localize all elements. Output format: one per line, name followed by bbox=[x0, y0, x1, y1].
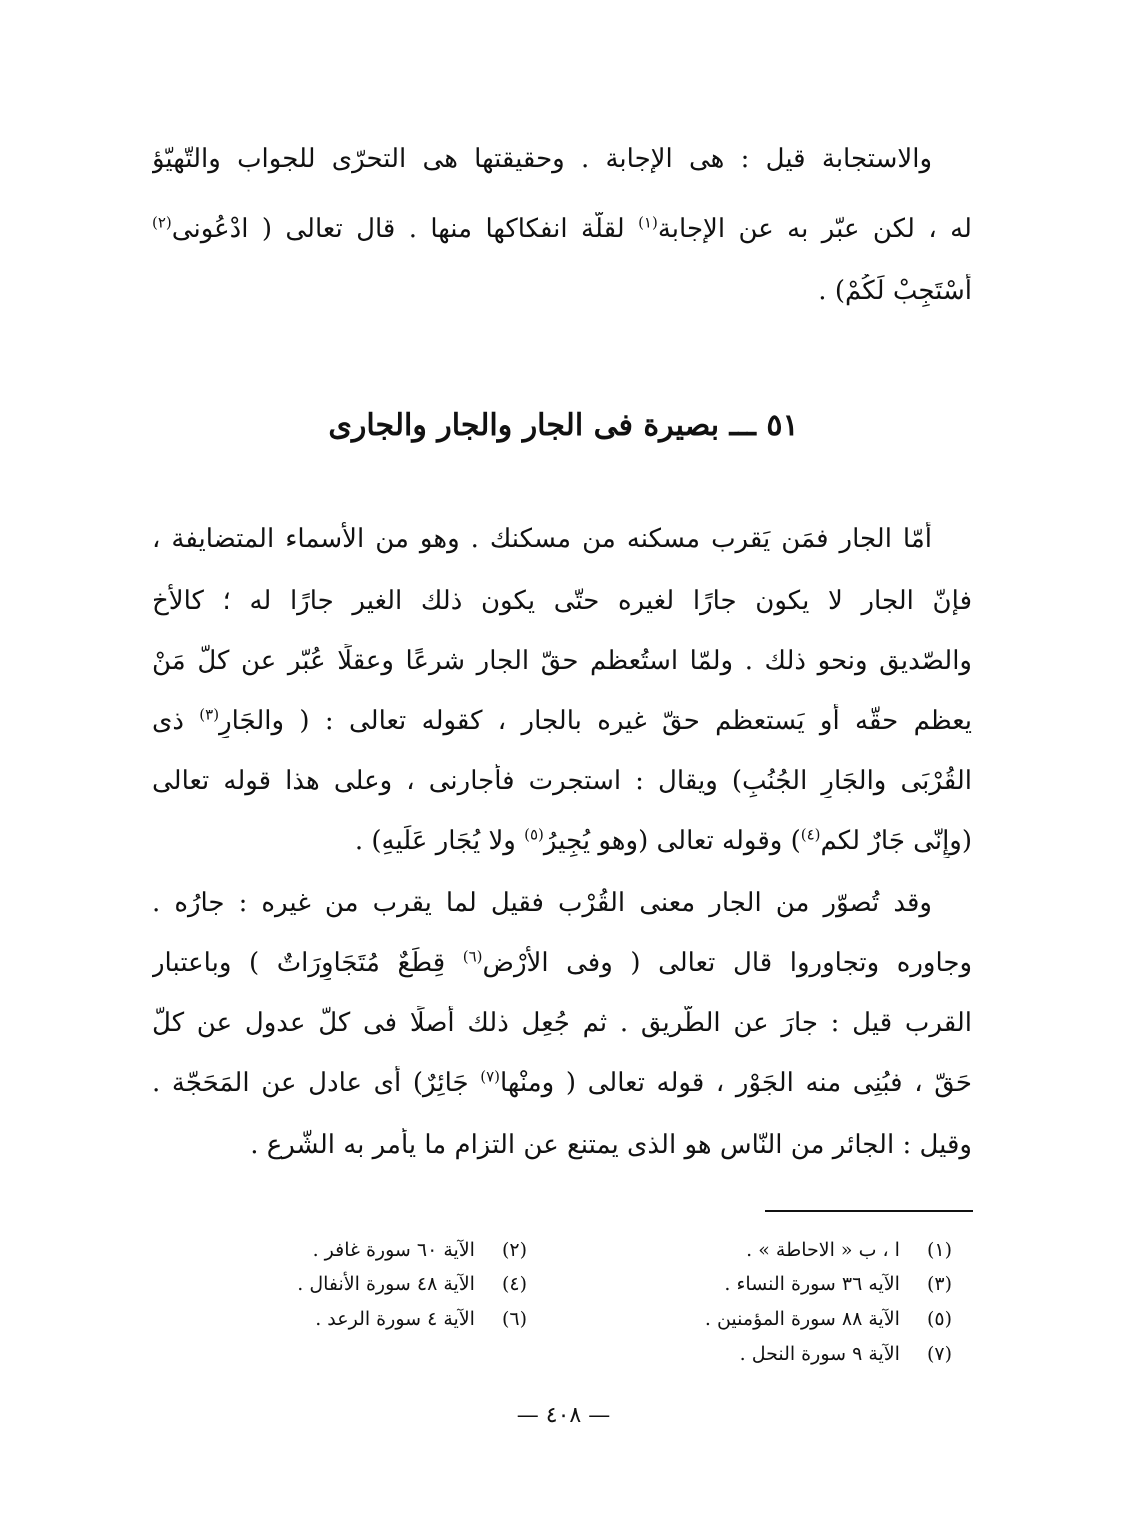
footnote-4-number: (٤) bbox=[501, 1273, 527, 1295]
paragraph-1-line-4-text-b: ذى bbox=[152, 706, 200, 736]
footnote-6-text: الآية ٤ سورة الرعد . bbox=[315, 1308, 475, 1330]
footnote-ref-4: (٤) bbox=[800, 825, 821, 844]
footnote-separator bbox=[765, 1210, 973, 1212]
paragraph-2-line-3 bbox=[152, 1006, 972, 1040]
footnote-7-text: الآية ٩ سورة النحل . bbox=[739, 1343, 900, 1365]
footnote-5-text: الآية ٨٨ سورة المؤمنين . bbox=[704, 1308, 900, 1330]
section-heading: ٥١ ـــ بصيرة فى الجار والجار والجارى bbox=[328, 408, 799, 443]
paragraph-1-line-6 bbox=[152, 824, 972, 858]
intro-line-2 bbox=[152, 212, 972, 246]
footnote-1 bbox=[632, 1238, 952, 1262]
footnote-3-text: الآيه ٣٦ سورة النساء . bbox=[724, 1273, 900, 1295]
paragraph-1-line-1-text: أمّا الجار فمَن يَقرب مسكنه من مسكنك . وهو من الأَسماء المتضايفة ، bbox=[152, 524, 932, 554]
footnote-5-number: (٥) bbox=[926, 1308, 952, 1330]
footnote-ref-6: (٦) bbox=[462, 947, 483, 966]
intro-line-1 bbox=[152, 142, 972, 176]
footnote-ref-3: (٣) bbox=[199, 705, 220, 724]
footnote-2-number: (٢) bbox=[501, 1239, 527, 1261]
footnote-1-text: ا ، ب « الاحاطة » . bbox=[746, 1239, 900, 1261]
paragraph-2-line-3-text: القرب قيل : جارَ عن الطّريق . ثم جُعِل ذلك أَصلًا فى كلّ عدول عن كلّ bbox=[152, 1008, 972, 1038]
footnote-7 bbox=[632, 1342, 952, 1366]
footnote-ref-5: (٥) bbox=[524, 825, 544, 844]
footnote-ref-1: (١) bbox=[638, 213, 658, 232]
page-number: — ٤٠٨ — bbox=[516, 1403, 611, 1428]
intro-line-2-text-a: له ، لكن عبّر به عن الإجابة bbox=[657, 214, 972, 244]
intro-line-3 bbox=[152, 274, 972, 308]
footnote-3-number: (٣) bbox=[926, 1273, 952, 1295]
paragraph-1-line-4 bbox=[152, 704, 972, 738]
paragraph-1-line-5 bbox=[152, 764, 972, 798]
footnote-4 bbox=[227, 1272, 527, 1296]
paragraph-2-line-4-text-b: جَائِرٌ) أَى عادل عن المَحَجّة . bbox=[152, 1068, 481, 1098]
footnote-ref-7: (٧) bbox=[480, 1067, 500, 1086]
paragraph-1-line-2-text: فإنّ الجار لا يكون جارًا لغيره حتّى يكون ذلك الغير جارًا له ؛ كالأَخ bbox=[152, 586, 972, 616]
footnote-3 bbox=[632, 1272, 952, 1296]
paragraph-2-line-5 bbox=[152, 1128, 972, 1162]
footnote-2-text: الآية ٦٠ سورة غافر . bbox=[312, 1239, 475, 1261]
paragraph-1-line-3-text: والصّديق ونحو ذلك . ولمّا استُعظم حقّ الجار شرعًا وعقلًا عُبّر عن كلّ مَنْ bbox=[152, 646, 972, 676]
footnote-6-number: (٦) bbox=[501, 1308, 527, 1330]
paragraph-2-line-2-text-b: قِطَعٌ مُتَجَاوِرَاتٌ ) وباعتبار bbox=[152, 948, 463, 978]
footnote-5 bbox=[632, 1307, 952, 1331]
paragraph-1-line-4-text-a: يعظم حقّه أو يَستعظم حقّ غيره بالجار ، كقوله تعالى : ( والجَارِ bbox=[219, 706, 972, 736]
paragraph-2-line-4-text-a: حَقّ ، فبُنِى منه الجَوْر ، قوله تعالى ( ومنْها bbox=[500, 1068, 972, 1098]
footnote-1-number: (١) bbox=[926, 1239, 952, 1261]
intro-line-1-text: والاستجابة قيل : هى الإجابة . وحقيقتها هى التحرّى للجواب والتّهيّؤ bbox=[152, 144, 932, 174]
footnote-2 bbox=[227, 1238, 527, 1262]
footnote-6 bbox=[227, 1307, 527, 1331]
paragraph-1-line-6-text-b: ) وقوله تعالى (وهو يُجِيرُ bbox=[543, 826, 801, 856]
paragraph-2-line-5-text: وقيل : الجائر من النّاس هو الذى يمتنع عن التزام ما يأمر به الشّرع . bbox=[250, 1130, 972, 1160]
paragraph-1-line-6-text-c: ولا يُجَار عَلَيهِ) . bbox=[354, 826, 525, 856]
intro-line-2-text-b: لقلّة انفكاكها منها . قال تعالى ( ادْعُونى bbox=[171, 214, 639, 244]
footnote-7-number: (٧) bbox=[926, 1343, 952, 1365]
paragraph-1-line-2 bbox=[152, 584, 972, 618]
paragraph-2-line-2-text-a: وجاوره وتجاوروا قال تعالى ( وفى الأَرْضِ bbox=[482, 948, 972, 978]
paragraph-1-line-5-text: القُرْبَى والجَارِ الجُنُبِ) ويقال : استجرت فأَجارنى ، وعلى هذا قوله تعالى bbox=[152, 766, 972, 796]
paragraph-2-line-2 bbox=[152, 946, 972, 980]
paragraph-2-line-1-text: وقد تُصوّر من الجار معنى القُرْب فقيل لما يقرب من غيره : جارُه . bbox=[152, 888, 932, 918]
paragraph-1-line-3 bbox=[152, 644, 972, 678]
paragraph-1-line-1 bbox=[152, 522, 972, 556]
paragraph-2-line-1 bbox=[152, 886, 972, 920]
footnote-ref-2: (٢) bbox=[152, 213, 172, 232]
paragraph-2-line-4 bbox=[152, 1066, 972, 1100]
intro-line-3-text: أَسْتَجِبْ لَكُمْ) . bbox=[818, 276, 972, 306]
footnote-4-text: الآية ٤٨ سورة الأنفال . bbox=[297, 1273, 475, 1295]
paragraph-1-line-6-text-a: (وإِنّى جَارٌ لكم bbox=[820, 826, 972, 856]
